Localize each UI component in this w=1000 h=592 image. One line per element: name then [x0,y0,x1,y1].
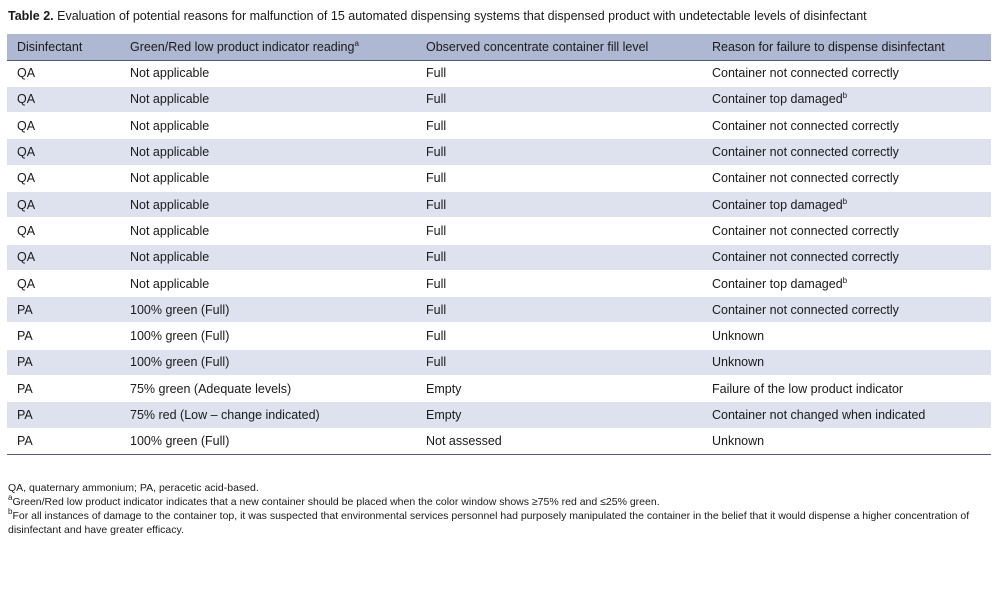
cell-failure-reason-text: Container not connected correctly [712,145,899,160]
cell-fill-level [416,402,702,428]
cell-fill-level-text: Full [426,92,447,107]
cell-fill-level [416,218,702,244]
table-header [7,34,991,60]
table-row [7,376,991,402]
cell-indicator-reading-text: Not applicable [130,92,210,107]
cell-disinfectant [7,270,120,296]
footnote-b [8,509,994,537]
cell-failure-reason [702,113,991,139]
cell-fill-level [416,60,702,86]
cell-fill-level [416,428,702,454]
cell-fill-level [416,113,702,139]
cell-disinfectant-text: QA [17,66,36,81]
table-row [7,428,991,454]
cell-disinfectant [7,60,120,86]
table-footnotes [8,481,994,537]
cell-failure-reason [702,139,991,165]
cell-failure-reason [702,86,991,112]
cell-indicator-reading [120,297,416,323]
cell-indicator-reading-text: Not applicable [130,66,210,81]
cell-disinfectant [7,376,120,402]
cell-disinfectant-text: PA [17,381,33,396]
footnote-ref-a: a [354,38,359,48]
footnote-b-text: For all instances of damage to the container top, it was suspected that environmental services personnel had purposely manipulated the container in the belief that it would dispense a higher concentration of disinfectant and have greater efficacy. [8,510,970,536]
cell-failure-reason [702,297,991,323]
header-failure-reason-label: Reason for failure to dispense disinfectant [712,39,945,54]
cell-fill-level-text: Full [426,145,447,160]
table-row [7,165,991,191]
cell-failure-reason [702,60,991,86]
cell-disinfectant [7,428,120,454]
table-row [7,86,991,112]
cell-disinfectant-text: QA [17,92,36,107]
cell-disinfectant [7,139,120,165]
header-fill-level-label: Observed concentrate container fill level [426,39,649,54]
cell-indicator-reading-text: Not applicable [130,250,210,265]
cell-failure-reason-text: Container top damaged [712,276,843,291]
cell-disinfectant-text: QA [17,197,36,212]
cell-indicator-reading-text: 75% green (Adequate levels) [130,381,292,396]
table-row [7,402,991,428]
cell-failure-reason [702,428,991,454]
cell-fill-level-text: Full [426,276,447,291]
cell-fill-level [416,323,702,349]
table-row [7,191,991,217]
cell-disinfectant-text: QA [17,223,36,238]
header-indicator-reading [120,34,416,60]
cell-disinfectant [7,218,120,244]
cell-disinfectant-text: QA [17,171,36,186]
cell-indicator-reading [120,113,416,139]
header-indicator-reading-label: Green/Red low product indicator reading [130,39,355,54]
cell-failure-reason [702,218,991,244]
cell-indicator-reading [120,139,416,165]
cell-fill-level-text: Not assessed [426,434,502,449]
cell-disinfectant [7,297,120,323]
table-row [7,270,991,296]
cell-failure-reason [702,349,991,375]
cell-failure-reason-text: Unknown [712,434,765,449]
header-disinfectant [7,34,120,60]
cell-indicator-reading [120,165,416,191]
cell-disinfectant [7,323,120,349]
cell-fill-level [416,376,702,402]
cell-indicator-reading [120,428,416,454]
cell-disinfectant [7,402,120,428]
cell-disinfectant [7,191,120,217]
cell-failure-reason-text: Container not connected correctly [712,223,899,238]
cell-disinfectant-text: QA [17,250,36,265]
header-failure-reason [702,34,991,60]
cell-indicator-reading [120,191,416,217]
cell-fill-level [416,86,702,112]
cell-failure-reason-text: Failure of the low product indicator [712,381,904,396]
cell-indicator-reading-text: 100% green (Full) [130,302,230,317]
cell-indicator-reading-text: Not applicable [130,223,210,238]
cell-indicator-reading-text: Not applicable [130,145,210,160]
cell-failure-reason [702,270,991,296]
cell-fill-level-text: Empty [426,408,462,422]
cell-indicator-reading-text: Not applicable [130,197,210,212]
cell-failure-reason-text: Container not changed when indicated [712,408,926,422]
cell-fill-level-text: Full [426,118,447,133]
cell-failure-reason [702,402,991,428]
cell-indicator-reading [120,349,416,375]
cell-disinfectant [7,113,120,139]
cell-failure-reason [702,191,991,217]
cell-indicator-reading-text: 75% red (Low – change indicated) [130,408,320,422]
cell-fill-level [416,270,702,296]
table-body [7,60,991,454]
cell-failure-reason-text: Unknown [712,355,765,370]
cell-failure-reason [702,165,991,191]
table-label: Table 2. [8,9,54,23]
cell-disinfectant [7,165,120,191]
cell-fill-level-text: Full [426,197,447,212]
cell-fill-level-text: Full [426,171,447,186]
cell-disinfectant-text: PA [17,329,33,344]
cell-disinfectant-text: QA [17,145,36,160]
header-disinfectant-label: Disinfectant [17,39,83,54]
footnote-a-text: Green/Red low product indicator indicates that a new container should be placed when the color window shows ≥75% red and ≤25% green. [12,496,660,508]
cell-disinfectant-text: QA [17,276,36,291]
cell-disinfectant [7,349,120,375]
footnote-a-mark: a [8,493,13,502]
cell-indicator-reading [120,402,416,428]
cell-failure-reason-text: Container not connected correctly [712,171,899,186]
table-caption [8,8,867,24]
table-row [7,113,991,139]
cell-failure-reason-text: Container not connected correctly [712,302,899,317]
cell-indicator-reading [120,86,416,112]
cell-disinfectant-text: PA [17,355,33,370]
cell-failure-reason-text: Container top damaged [712,92,843,107]
cell-fill-level [416,191,702,217]
cell-indicator-reading-text: 100% green (Full) [130,329,230,344]
cell-fill-level-text: Full [426,302,447,317]
cell-failure-reason [702,376,991,402]
footnote-ref-b: b [842,91,848,101]
cell-failure-reason-text: Container top damaged [712,197,843,212]
table-row [7,218,991,244]
cell-failure-reason-text: Container not connected correctly [712,250,899,265]
cell-failure-reason-text: Container not connected correctly [712,118,899,133]
cell-indicator-reading-text: Not applicable [130,118,210,133]
table-row [7,244,991,270]
footnote-a [8,495,994,509]
footnote-b-mark: b [8,507,13,516]
cell-indicator-reading-text: 100% green (Full) [130,355,230,370]
cell-fill-level [416,165,702,191]
cell-fill-level-text: Empty [426,381,462,396]
cell-fill-level [416,297,702,323]
table-row [7,349,991,375]
cell-disinfectant [7,86,120,112]
cell-fill-level-text: Full [426,355,447,370]
cell-indicator-reading [120,376,416,402]
cell-indicator-reading-text: Not applicable [130,276,210,291]
cell-failure-reason [702,323,991,349]
cell-failure-reason [702,244,991,270]
cell-disinfectant-text: PA [17,434,33,449]
cell-fill-level [416,349,702,375]
cell-fill-level-text: Full [426,223,447,238]
cell-disinfectant-text: PA [17,302,33,317]
cell-fill-level-text: Full [426,66,447,81]
cell-indicator-reading-text: Not applicable [130,171,210,186]
cell-fill-level [416,244,702,270]
footnote-ref-b: b [842,196,848,206]
cell-indicator-reading [120,218,416,244]
footnote-abbreviations: QA, quaternary ammonium; PA, peracetic acid-based. [8,482,259,494]
cell-indicator-reading [120,244,416,270]
table-row [7,297,991,323]
cell-failure-reason-text: Container not connected correctly [712,66,899,81]
cell-disinfectant-text: PA [17,408,33,422]
cell-fill-level-text: Full [426,250,447,265]
cell-failure-reason-text: Unknown [712,329,765,344]
table-row [7,323,991,349]
cell-indicator-reading [120,60,416,86]
header-row [7,34,991,60]
cell-indicator-reading-text: 100% green (Full) [130,434,230,449]
table-row [7,139,991,165]
cell-indicator-reading [120,323,416,349]
data-table [7,34,991,455]
header-fill-level [416,34,702,60]
table-caption-text: Evaluation of potential reasons for malfunction of 15 automated dispensing systems that dispensed product with undetectable levels of disinfectant [57,9,867,23]
cell-fill-level [416,139,702,165]
cell-disinfectant-text: QA [17,118,36,133]
cell-disinfectant [7,244,120,270]
footnote-ref-b: b [842,275,848,285]
table-row [7,60,991,86]
cell-indicator-reading [120,270,416,296]
cell-fill-level-text: Full [426,329,447,344]
